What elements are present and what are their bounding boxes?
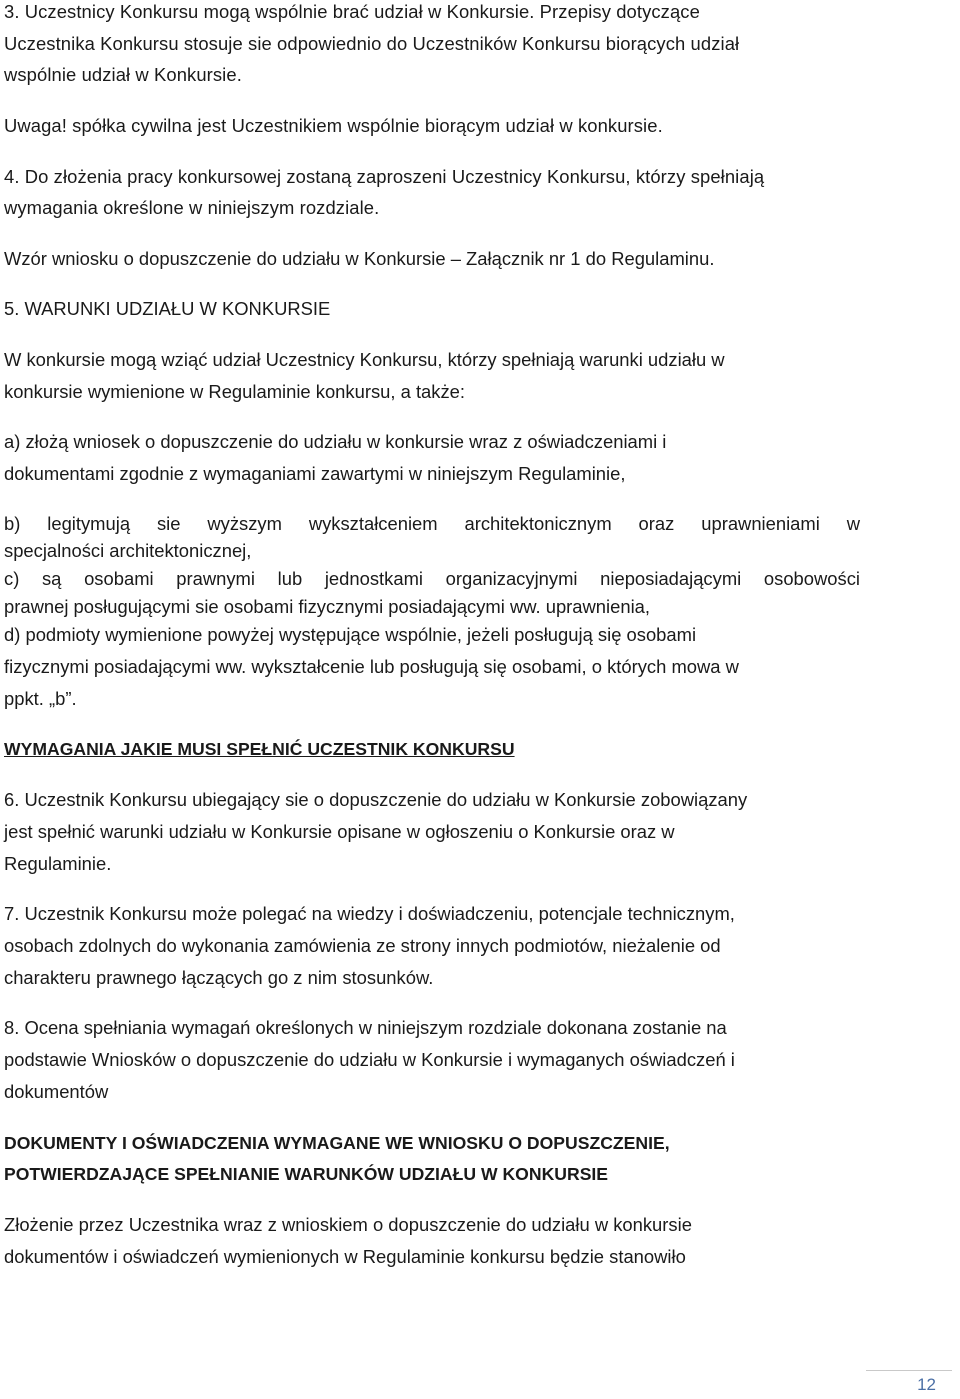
closing-line-2: dokumentów i oświadczeń wymienionych w Regulaminie konkursu będzie stanowiło xyxy=(4,1246,686,1267)
paragraph-6-line-1: 6. Uczestnik Konkursu ubiegający sie o dopuszczenie do udziału w Konkursie zobowiązany xyxy=(4,789,748,810)
section-5-heading: 5. WARUNKI UDZIAŁU W KONKURSIE xyxy=(4,298,331,319)
item-d-line-2: fizycznymi posiadającymi ww. wykształcenie lub posługują się osobami, o których mowa w xyxy=(4,656,739,677)
conditions-line-1: W konkursie mogą wziąć udział Uczestnicy Konkursu, którzy spełniają warunki udziału w xyxy=(4,349,725,370)
conditions-line-2: konkursie wymienione w Regulaminie konkursu, a także: xyxy=(4,381,466,402)
paragraph-8-line-3: dokumentów xyxy=(4,1081,109,1102)
page-number-divider xyxy=(866,1370,952,1371)
item-d-line-3: ppkt. „b”. xyxy=(4,688,77,709)
item-b-line-2: specjalności architektonicznej, xyxy=(4,540,252,561)
item-a-line-2: dokumentami zgodnie z wymaganiami zawartymi w niniejszym Regulaminie, xyxy=(4,463,626,484)
documents-heading-line-2: POTWIERDZAJĄCE SPEŁNIANIE WARUNKÓW UDZIAŁU W KONKURSIE xyxy=(4,1164,609,1184)
paragraph-6-line-3: Regulaminie. xyxy=(4,853,112,874)
paragraph-7-line-1: 7. Uczestnik Konkursu może polegać na wiedzy i doświadczeniu, potencjale technicznym, xyxy=(4,903,735,924)
paragraph-8-line-1: 8. Ocena spełniania wymagań określonych w niniejszym rozdziale dokonana zostanie na xyxy=(4,1017,727,1038)
paragraph-6-line-2: jest spełnić warunki udziału w Konkursie opisane w ogłoszeniu o Konkursie oraz w xyxy=(4,821,675,842)
paragraph-3-line-3: wspólnie udział w Konkursie. xyxy=(4,64,242,85)
item-d-line-1: d) podmioty wymienione powyżej występujące wspólnie, jeżeli posługują się osobami xyxy=(4,624,697,645)
requirements-heading: WYMAGANIA JAKIE MUSI SPEŁNIĆ UCZESTNIK KONKURSU xyxy=(4,739,515,759)
paragraph-7-line-3: charakteru prawnego łączących go z nim stosunków. xyxy=(4,967,434,988)
paragraph-3-line-2: Uczestnika Konkursu stosuje sie odpowiednio do Uczestników Konkursu biorących udział xyxy=(4,33,740,54)
item-a-line-1: a) złożą wniosek o dopuszczenie do udziału w konkursie wraz z oświadczeniami i xyxy=(4,431,667,452)
template-reference-line: Wzór wniosku o dopuszczenie do udziału w Konkursie – Załącznik nr 1 do Regulaminu. xyxy=(4,248,715,269)
item-c-line-1: c) są osobami prawnymi lub jednostkami organizacyjnymi nieposiadającymi osobowości xyxy=(4,568,860,589)
page-number: 12 xyxy=(917,1375,936,1394)
item-c-line-2: prawnej posługującymi sie osobami fizycznymi posiadającymi ww. uprawnienia, xyxy=(4,596,650,617)
documents-heading-line-1: DOKUMENTY I OŚWIADCZENIA WYMAGANE WE WNIOSKU O DOPUSZCZENIE, xyxy=(4,1133,670,1153)
paragraph-3-line-1: 3. Uczestnicy Konkursu mogą wspólnie brać udział w Konkursie. Przepisy dotyczące xyxy=(4,1,700,22)
closing-line-1: Złożenie przez Uczestnika wraz z wnioskiem o dopuszczenie do udziału w konkursie xyxy=(4,1214,692,1235)
paragraph-4-line-1: 4. Do złożenia pracy konkursowej zostaną zaproszeni Uczestnicy Konkursu, którzy spełniają xyxy=(4,166,765,187)
paragraph-8-line-2: podstawie Wniosków o dopuszczenie do udziału w Konkursie i wymaganych oświadczeń i xyxy=(4,1049,735,1070)
note-line: Uwaga! spółka cywilna jest Uczestnikiem wspólnie biorącym udział w konkursie. xyxy=(4,115,663,136)
paragraph-4-line-2: wymagania określone w niniejszym rozdziale. xyxy=(4,197,380,218)
item-b-line-1: b) legitymują sie wyższym wykształceniem architektonicznym oraz uprawnieniami w xyxy=(4,513,860,534)
paragraph-7-line-2: osobach zdolnych do wykonania zamówienia ze strony innych podmiotów, nieżalenie od xyxy=(4,935,721,956)
